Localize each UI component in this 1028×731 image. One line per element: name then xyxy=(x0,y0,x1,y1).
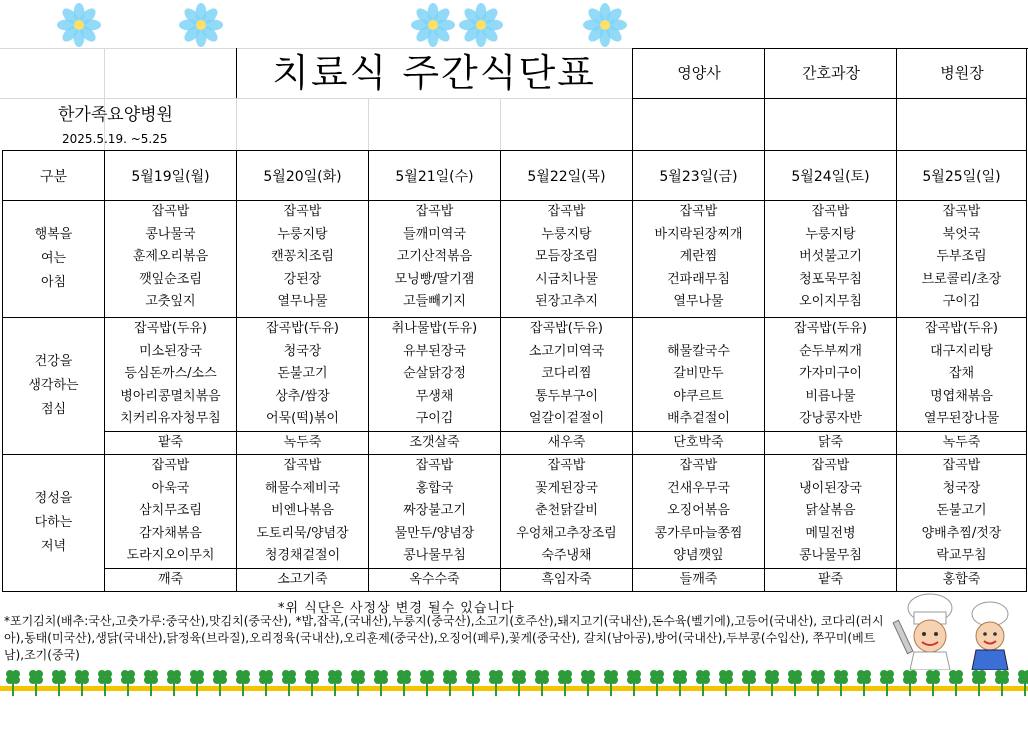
menu-item: 깨죽 xyxy=(105,568,236,592)
menu-item: 잡곡밥 xyxy=(811,204,850,219)
menu-item: 단호박죽 xyxy=(633,431,764,455)
meal-name-line: 건강을 xyxy=(34,354,73,369)
menu-item: 열무나물 xyxy=(673,294,724,309)
menu-item: 춘천닭갈비 xyxy=(535,503,598,518)
day-header: 5월25일(일) xyxy=(897,151,1027,201)
menu-item: 잡곡밥 xyxy=(942,204,981,219)
menu-item: 녹두죽 xyxy=(237,431,368,455)
menu-item: 상추/쌈장 xyxy=(275,388,330,404)
menu-cell xyxy=(897,455,1027,592)
day-header: 5월22일(목) xyxy=(501,151,633,201)
menu-cell xyxy=(501,201,633,318)
meal-name-line: 여는 xyxy=(40,251,67,266)
menu-item: 청경채겉절이 xyxy=(264,548,341,563)
menu-item: 무생채 xyxy=(415,388,454,404)
menu-cell xyxy=(765,455,897,592)
menu-item: 고춧잎지 xyxy=(145,294,196,309)
menu-item: 락교무침 xyxy=(936,548,987,563)
approval-label-nutritionist: 영양사 xyxy=(633,48,765,99)
menu-item: 병아리콩멸치볶음 xyxy=(120,388,221,404)
menu-item: 냉이된장국 xyxy=(799,480,862,496)
menu-cell xyxy=(633,318,765,455)
meal-name-line: 점심 xyxy=(40,402,67,417)
menu-item: 잡곡밥(두유) xyxy=(530,321,603,336)
menu-cell xyxy=(105,201,237,318)
menu-item: 도토리묵/양념장 xyxy=(256,525,349,541)
hospital-name: 한가족요양병원 xyxy=(58,105,173,125)
menu-item: 미소된장국 xyxy=(139,343,202,359)
menu-item: 구이김 xyxy=(415,411,454,426)
menu-cell xyxy=(501,455,633,592)
menu-cell xyxy=(237,201,369,318)
menu-item: 강낭콩자반 xyxy=(799,411,862,426)
menu-item: 콩나물무침 xyxy=(403,548,466,563)
menu-item: 열무된장나물 xyxy=(923,411,1000,426)
menu-item: 잡곡밥(두유) xyxy=(134,321,207,336)
menu-item: 등심돈까스/소스 xyxy=(124,366,217,381)
menu-item: 녹두죽 xyxy=(897,431,1026,455)
menu-item: 치커리유자청무침 xyxy=(120,411,221,426)
menu-item: 잡곡밥 xyxy=(679,458,718,473)
menu-item: 닭살볶음 xyxy=(805,503,856,518)
menu-item: 대구지리탕 xyxy=(930,343,993,359)
menu-item: 돈불고기 xyxy=(936,503,987,518)
menu-item: 잡곡밥(두유) xyxy=(266,321,339,336)
menu-item: 잡곡밥 xyxy=(547,458,586,473)
menu-item: 버섯불고기 xyxy=(799,249,862,264)
approval-box-director xyxy=(896,48,1027,150)
menu-item: 고들빼기지 xyxy=(403,294,466,309)
menu-item: 브로콜리/초장 xyxy=(921,271,1002,287)
menu-cell xyxy=(105,455,237,592)
menu-item: 소고기미역국 xyxy=(528,343,605,359)
menu-cell xyxy=(369,201,501,318)
menu-item: 구이김 xyxy=(942,294,981,309)
menu-item: 메밀전병 xyxy=(805,525,856,541)
menu-item: 청국장 xyxy=(942,480,981,496)
menu-item: 잡곡밥 xyxy=(151,458,190,473)
menu-item: 돈불고기 xyxy=(277,366,328,381)
menu-cell xyxy=(633,201,765,318)
menu-item: 오징어볶음 xyxy=(667,503,730,518)
menu-item: 바지락된장찌개 xyxy=(654,226,743,242)
menu-item: 북엇국 xyxy=(942,226,981,242)
origin-info: *포기김치(배추:국산,고춧가루:중국산),맛김치(중국산), *밥,잡곡,(국내산),누룽지(중국산),소고기(호주산),돼지고기(국내산),돈수육(벨기에),고등어(국내산), 코다리(러시아),동태(미국산),생닭(국내산),닭정육(브라질),오리정육(국내산),오리훈제(중국산),오징어(페루),꽃게(중국산), 갈치(남아공),방어(국내산),두부콩(수입산), 쭈꾸미(베트남),조기(중국) xyxy=(4,614,884,662)
menu-cell xyxy=(501,318,633,455)
menu-item: 잡곡밥 xyxy=(151,204,190,219)
menu-cell xyxy=(369,455,501,592)
menu-item: 누룽지탕 xyxy=(541,226,592,242)
menu-item: 건새우무국 xyxy=(667,480,730,496)
menu-item: 콩나물무침 xyxy=(799,548,862,563)
menu-item: 모듬장조림 xyxy=(535,249,598,264)
menu-item: 숙주냉채 xyxy=(541,548,592,563)
weekly-menu-table xyxy=(2,150,1027,592)
approval-label-director: 병원장 xyxy=(897,48,1027,99)
menu-item: 오이지무침 xyxy=(799,294,862,309)
menu-cell xyxy=(237,318,369,455)
menu-item: 도라지오이무치 xyxy=(126,548,215,563)
menu-item: 시금치나물 xyxy=(535,271,598,287)
menu-item: 잡곡밥 xyxy=(415,458,454,473)
menu-item: 잡곡밥 xyxy=(547,204,586,219)
menu-item: 모닝빵/딸기잼 xyxy=(394,271,475,287)
day-header: 5월23일(금) xyxy=(633,151,765,201)
menu-item: 흑임자죽 xyxy=(501,568,632,592)
menu-item: 통두부구이 xyxy=(535,388,598,404)
menu-item: 팥죽 xyxy=(105,431,236,455)
menu-item: 잡곡밥 xyxy=(942,458,981,473)
page-title: 치료식 주간식단표 xyxy=(272,51,596,95)
menu-cell xyxy=(369,318,501,455)
header-row xyxy=(3,151,1027,201)
menu-item: 들깨죽 xyxy=(633,568,764,592)
menu-item: 감자채볶음 xyxy=(139,525,202,541)
day-header: 5월21일(수) xyxy=(369,151,501,201)
menu-item: 닭죽 xyxy=(765,431,896,455)
menu-item: 조갯살죽 xyxy=(369,431,500,455)
approval-box-nutritionist xyxy=(632,48,765,150)
menu-cell xyxy=(897,318,1027,455)
meal-name xyxy=(3,455,105,592)
menu-item: 명엽채볶음 xyxy=(930,388,993,404)
corner-label: 구분 xyxy=(3,151,105,201)
menu-item: 누룽지탕 xyxy=(805,226,856,242)
menu-cell xyxy=(897,201,1027,318)
menu-item: 우엉채고추장조림 xyxy=(516,525,617,541)
menu-item: 들깨미역국 xyxy=(403,226,466,242)
menu-cell xyxy=(105,318,237,455)
menu-item: 누룽지탕 xyxy=(277,226,328,242)
menu-period: 2025.5.19. ~5.25 xyxy=(62,132,168,146)
menu-item: 야쿠르트 xyxy=(673,388,724,404)
day-header: 5월20일(화) xyxy=(237,151,369,201)
approval-box-nursing xyxy=(764,48,897,150)
meal-row xyxy=(3,318,1027,455)
meal-name xyxy=(3,318,105,455)
menu-item: 콩가루마늘쫑찜 xyxy=(654,525,743,541)
menu-item: 홍합죽 xyxy=(897,568,1026,592)
menu-item: 잡곡밥 xyxy=(679,204,718,219)
menu-item: 콩나물국 xyxy=(145,226,196,242)
clover-border xyxy=(0,664,1028,704)
menu-item: 삼치무조림 xyxy=(139,503,202,518)
menu-item: 잡곡밥 xyxy=(415,204,454,219)
menu-item: 해물수제비국 xyxy=(264,480,341,496)
menu-item: 유부된장국 xyxy=(403,343,466,359)
menu-item: 양배추찜/젓장 xyxy=(921,525,1002,541)
menu-item: 갈비만두 xyxy=(673,366,724,381)
menu-item: 홍합국 xyxy=(415,480,454,496)
menu-cell xyxy=(633,455,765,592)
meal-name-line: 아침 xyxy=(40,275,67,290)
menu-item xyxy=(633,318,764,341)
day-header: 5월24일(토) xyxy=(765,151,897,201)
meal-row xyxy=(3,201,1027,318)
menu-item: 청국장 xyxy=(283,343,322,359)
menu-item: 고기산적볶음 xyxy=(396,249,473,264)
menu-item: 얼갈이겉절이 xyxy=(528,411,605,426)
menu-item: 순두부찌개 xyxy=(799,343,862,359)
meal-name xyxy=(3,201,105,318)
menu-item: 캔꽁치조림 xyxy=(271,249,334,264)
menu-item: 아욱국 xyxy=(151,480,190,496)
menu-item: 취나물밥(두유) xyxy=(391,321,478,336)
menu-item: 꽃게된장국 xyxy=(535,480,598,496)
menu-item: 계란찜 xyxy=(679,249,718,264)
menu-cell xyxy=(765,318,897,455)
menu-item: 잡곡밥(두유) xyxy=(925,321,998,336)
menu-item: 코다리찜 xyxy=(541,366,592,381)
menu-item: 잡채 xyxy=(948,366,975,381)
menu-item: 어묵(떡)볶이 xyxy=(266,411,339,426)
menu-item: 훈제오리볶음 xyxy=(132,249,209,264)
chef-illustration xyxy=(892,590,1022,670)
menu-item: 열무나물 xyxy=(277,294,328,309)
menu-item: 잡곡밥(두유) xyxy=(794,321,867,336)
menu-item: 된장고추지 xyxy=(535,294,598,309)
menu-item: 잡곡밥 xyxy=(283,458,322,473)
menu-cell xyxy=(237,455,369,592)
menu-item: 양념깻잎 xyxy=(673,548,724,563)
menu-item: 청포묵무침 xyxy=(799,271,862,287)
menu-item: 해물칼국수 xyxy=(667,343,730,359)
menu-item: 강된장 xyxy=(283,271,322,287)
menu-item: 깻잎순조림 xyxy=(139,271,202,287)
meal-row xyxy=(3,455,1027,592)
change-notice: *위 식단은 사정상 변경 될수 있습니다 xyxy=(278,601,515,616)
menu-item: 잡곡밥 xyxy=(283,204,322,219)
menu-cell xyxy=(765,201,897,318)
menu-item: 팥죽 xyxy=(765,568,896,592)
menu-item: 건파래무침 xyxy=(667,271,730,287)
menu-item: 가자미구이 xyxy=(799,366,862,381)
menu-item: 두부조림 xyxy=(936,249,987,264)
menu-item: 잡곡밥 xyxy=(811,458,850,473)
menu-item: 배추겉절이 xyxy=(667,411,730,426)
meal-name-line: 정성을 xyxy=(34,491,73,506)
menu-item: 새우죽 xyxy=(501,431,632,455)
menu-item: 비름나물 xyxy=(805,388,856,404)
menu-item: 소고기죽 xyxy=(237,568,368,592)
meal-name-line: 행복을 xyxy=(34,227,73,242)
approval-label-nursing: 간호과장 xyxy=(765,48,897,99)
meal-name-line: 저녁 xyxy=(40,539,67,554)
menu-item: 옥수수죽 xyxy=(369,568,500,592)
meal-name-line: 생각하는 xyxy=(28,378,79,393)
menu-item: 순살닭강정 xyxy=(403,366,466,381)
day-header: 5월19일(월) xyxy=(105,151,237,201)
menu-item: 짜장불고기 xyxy=(403,503,466,518)
menu-item: 물만두/양념장 xyxy=(394,525,475,541)
menu-item: 비엔나볶음 xyxy=(271,503,334,518)
meal-name-line: 다하는 xyxy=(34,515,73,530)
